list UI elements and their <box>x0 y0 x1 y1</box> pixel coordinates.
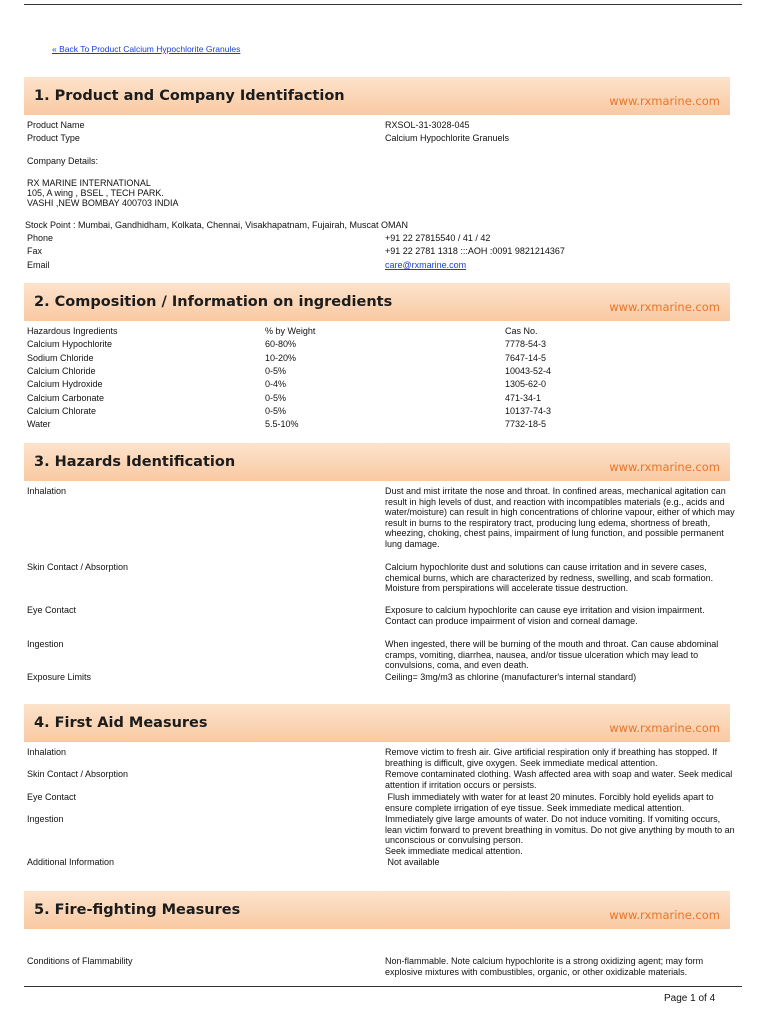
ingredient-cas: 7732-18-5 <box>505 419 547 429</box>
hazard-skin-label: Skin Contact / Absorption <box>27 562 129 572</box>
fax-label: Fax <box>27 246 43 256</box>
firstaid-ingestion-text-2: Seek immediate medical attention. <box>385 846 523 856</box>
hazard-eye-label: Eye Contact <box>27 605 77 615</box>
ingredient-name: Calcium Carbonate <box>27 393 105 403</box>
ingredient-name: Calcium Hydroxide <box>27 379 103 389</box>
ingredient-cas: 471-34-1 <box>505 393 542 403</box>
ingredient-weight: 0-5% <box>265 366 287 376</box>
ingredient-weight: 0-5% <box>265 406 287 416</box>
company-name: RX MARINE INTERNATIONAL <box>27 178 151 188</box>
brand-logo-text: www.rxmarine.com <box>609 300 720 314</box>
back-to-product-link[interactable]: « Back To Product Calcium Hypochlorite Granules <box>52 44 241 54</box>
firstaid-inhalation-label: Inhalation <box>27 747 67 757</box>
ingredient-name: Calcium Chloride <box>27 366 96 376</box>
hazard-skin-text: Calcium hypochlorite dust and solutions can cause irritation and in severe cases, chemical burns, which are characterized by redness, swelling, and scab formation. Moisture from perspirations will accelerate tissue destruction. <box>385 562 714 594</box>
ingredient-name: Water <box>27 419 51 429</box>
brand-logo-text: www.rxmarine.com <box>609 908 720 922</box>
ingredient-name: Calcium Hypochlorite <box>27 339 113 349</box>
top-rule <box>24 4 742 5</box>
bottom-rule <box>24 986 742 987</box>
email-label: Email <box>27 260 50 270</box>
flammability-label: Conditions of Flammability <box>27 956 133 966</box>
firstaid-ingestion-label: Ingestion <box>27 814 64 824</box>
ingredient-weight: 60-80% <box>265 339 297 349</box>
ingredient-weight: 0-4% <box>265 379 287 389</box>
firstaid-ingestion-text: Immediately give large amounts of water. Do not induce vomiting. If vomiting occurs, lean victim forward to prevent breathing in vomitus. Do not give anything by mouth to an unconscious or convulsing person. <box>385 814 735 846</box>
firstaid-eye-label: Eye Contact <box>27 792 77 802</box>
ingredients-header-name: Hazardous Ingredients <box>27 326 118 336</box>
ingredient-name: Sodium Chloride <box>27 353 94 363</box>
product-name-value: RXSOL-31-3028-045 <box>385 120 470 130</box>
hazard-ingestion-label: Ingestion <box>27 639 64 649</box>
section-2-title: 2. Composition / Information on ingredients <box>34 294 393 310</box>
ingredient-cas: 10137-74-3 <box>505 406 552 416</box>
ingredient-cas: 7647-14-5 <box>505 353 547 363</box>
email-link[interactable]: care@rxmarine.com <box>385 260 467 270</box>
ingredient-cas: 7778-54-3 <box>505 339 547 349</box>
ingredient-weight: 5.5-10% <box>265 419 299 429</box>
section-1-title: 1. Product and Company Identifaction <box>34 88 345 104</box>
firstaid-skin-label: Skin Contact / Absorption <box>27 769 129 779</box>
section-3-header <box>24 443 730 481</box>
brand-logo-text: www.rxmarine.com <box>609 721 720 735</box>
additional-info-text: Not available <box>385 857 440 867</box>
ingredients-header-weight: % by Weight <box>265 326 316 336</box>
fax-value: +91 22 2781 1318 :::AOH :0091 9821214367 <box>385 246 565 256</box>
hazard-inhalation-text: Dust and mist irritate the nose and throat. In confined areas, mechanical agitation can result in high levels of dust, and reaction with incompatibles materials (e.g., acids and water/moisture) can result in high concentrations of chlorine vapour, either of which may result in burns to the respiratory tract, producing lung edema, shortness of breath, wheezing, choking, chest pains, impairment of lung function, and possible permanent lung damage. <box>385 486 735 549</box>
phone-label: Phone <box>27 233 54 243</box>
brand-logo-text: www.rxmarine.com <box>609 460 720 474</box>
ingredient-weight: 0-5% <box>265 393 287 403</box>
brand-logo-text: www.rxmarine.com <box>609 94 720 108</box>
section-5-header <box>24 891 730 929</box>
hazard-eye-text: Exposure to calcium hypochlorite can cause eye irritation and vision impairment. Contact can produce impairment of vision and corneal damage. <box>385 605 705 626</box>
company-details-label: Company Details: <box>27 156 99 166</box>
page-number: Page 1 of 4 <box>664 993 716 1004</box>
firstaid-eye-text: Flush immediately with water for at least 20 minutes. Forcibly hold eyelids apart to ensure complete irrigation of eye tissue. Seek immediate medical attention. <box>385 792 717 813</box>
additional-info-label: Additional Information <box>27 857 115 867</box>
ingredients-header-cas: Cas No. <box>505 326 538 336</box>
product-type-value: Calcium Hypochlorite Granuels <box>385 133 510 143</box>
company-address-line-2: VASHI ,NEW BOMBAY 400703 INDIA <box>27 198 179 208</box>
ingredient-cas: 1305-62-0 <box>505 379 547 389</box>
company-address-line-1: 105, A wing , BSEL , TECH PARK. <box>27 188 164 198</box>
ingredient-name: Calcium Chlorate <box>27 406 97 416</box>
section-4-header <box>24 704 730 742</box>
hazard-inhalation-label: Inhalation <box>27 486 67 496</box>
section-5-title: 5. Fire-fighting Measures <box>34 902 241 918</box>
firstaid-inhalation-text: Remove victim to fresh air. Give artificial respiration only if breathing has stopped. If breathing is difficult, give oxygen. Seek immediate medical attention. <box>385 747 718 768</box>
exposure-limits-text: Ceiling= 3mg/m3 as chlorine (manufacturer's internal standard) <box>385 672 637 682</box>
ingredient-weight: 10-20% <box>265 353 297 363</box>
hazard-ingestion-text: When ingested, there will be burning of the mouth and throat. Can cause abdominal cramps, vomiting, diarrhea, nausea, and/or tissue ulceration which may lead to convulsions, coma, and even death. <box>385 639 719 671</box>
firstaid-skin-text: Remove contaminated clothing. Wash affected area with soap and water. Seek medical attention if irritation occurs or persists. <box>385 769 733 790</box>
section-3-title: 3. Hazards Identification <box>34 454 236 470</box>
product-name-label: Product Name <box>27 120 85 130</box>
ingredient-cas: 10043-52-4 <box>505 366 552 376</box>
exposure-limits-label: Exposure Limits <box>27 672 92 682</box>
section-4-title: 4. First Aid Measures <box>34 715 208 731</box>
product-type-label: Product Type <box>27 133 80 143</box>
section-1-header <box>24 77 730 115</box>
flammability-text: Non-flammable. Note calcium hypochlorite is a strong oxidizing agent; may form explosive mixtures with combustibles, organic, or other oxidizable materials. <box>385 956 704 977</box>
section-2-header <box>24 283 730 321</box>
stock-point: Stock Point : Mumbai, Gandhidham, Kolkata, Chennai, Visakhapatnam, Fujairah, Muscat OMAN <box>25 220 409 230</box>
phone-value: +91 22 27815540 / 41 / 42 <box>385 233 491 243</box>
